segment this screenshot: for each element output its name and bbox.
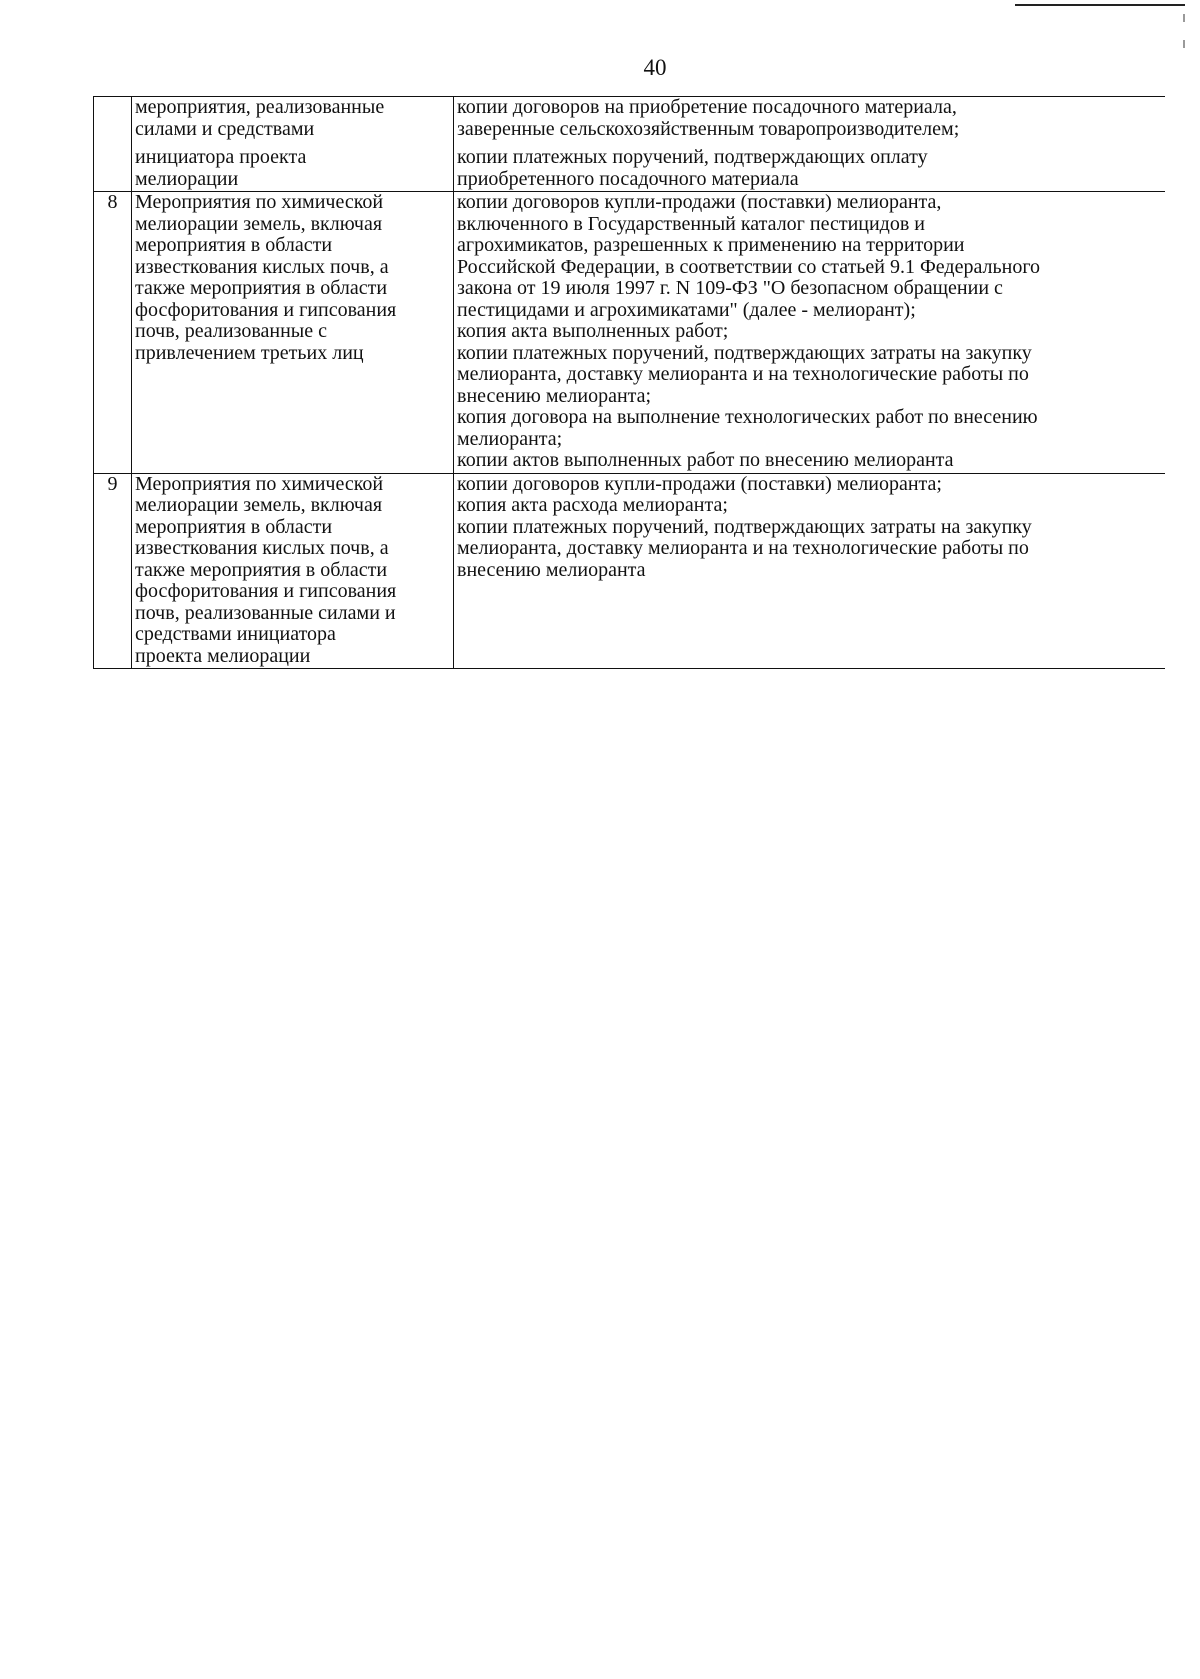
activity-line: мероприятия, реализованные (135, 96, 385, 118)
activity-line: средствами инициатора (135, 623, 336, 645)
documents-cell (454, 192, 1165, 474)
activity-line: также мероприятия в области (135, 558, 388, 581)
activity-line: мелиорации земель, включая (135, 212, 383, 235)
activity-line: почв, реализованные с (135, 320, 327, 342)
document-line: Российской Федерации, в соответствии со статьей 9.1 Федерального (457, 255, 1041, 278)
table-row (94, 473, 1165, 669)
document-line: копия акта выполненных работ; (457, 320, 729, 342)
document-line: копия договора на выполнение технологических работ по внесению (457, 406, 1038, 428)
document-line: включенного в Государственный каталог пестицидов и (457, 212, 926, 235)
document-line: закона от 19 июля 1997 г. N 109-ФЗ "О безопасном обращении с (457, 277, 1003, 299)
row-number-cell (94, 97, 132, 192)
document-line: агрохимикатов, разрешенных к применению на территории (457, 234, 965, 256)
activity-line: Мероприятия по химической (135, 191, 384, 213)
document-line: приобретенного посадочного материала (457, 167, 799, 190)
activity-line: мелиорации (135, 167, 239, 190)
document-line: внесению мелиоранта (457, 558, 646, 581)
document-line: копии договоров купли-продажи (поставки) мелиоранта; (457, 473, 942, 495)
activity-line: Мероприятия по химической (135, 472, 384, 495)
document-line: заверенные сельскохозяйственным товаропроизводителем; (457, 117, 960, 140)
row-number-cell: 9 (94, 473, 132, 669)
document-line: копии актов выполненных работ по внесению мелиоранта (457, 449, 954, 471)
document-line: копии платежных поручений, подтверждающих оплату (457, 146, 928, 168)
document-line: мелиоранта, доставку мелиоранта и на технологические работы по (457, 537, 1029, 559)
activity-line: также мероприятия в области (135, 277, 388, 299)
activity-line: мероприятия в области (135, 234, 333, 256)
document-line: копия акта расхода мелиоранта; (457, 494, 728, 516)
activity-line: силами и средствами (135, 117, 315, 140)
activity-line: фосфоритования и гипсования (135, 580, 397, 602)
documents-cell (454, 473, 1165, 669)
activity-line: привлечением третьих лиц (135, 341, 364, 364)
activity-cell (132, 97, 454, 192)
document-line: мелиоранта, доставку мелиоранта и на технологические работы по (457, 363, 1029, 385)
document-line: копии договоров купли-продажи (поставки) мелиоранта, (457, 191, 942, 213)
activity-line: известкования кислых почв, а (135, 537, 389, 559)
activity-line: почв, реализованные силами и (135, 601, 396, 624)
edge-scan-mark (1183, 40, 1185, 48)
document-line: копии платежных поручений, подтверждающих затраты на закупку (457, 515, 1032, 538)
activity-line: проекта мелиорации (135, 644, 311, 667)
document-line: копии платежных поручений, подтверждающих затраты на закупку (457, 341, 1032, 364)
activity-line: инициатора проекта (135, 146, 307, 168)
top-edge-rule (1015, 4, 1185, 6)
page-number: 40 (643, 55, 667, 80)
measures-documents-table (93, 96, 1165, 669)
row-number-cell: 8 (94, 192, 132, 474)
documents-cell (454, 97, 1165, 192)
activity-cell (132, 192, 454, 474)
activity-cell (132, 473, 454, 669)
document-line: копии договоров на приобретение посадочного материала, (457, 96, 957, 118)
document-line: мелиоранта; (457, 427, 563, 450)
edge-scan-mark (1183, 14, 1185, 22)
document-line: пестицидами и агрохимикатами" (далее - мелиорант); (457, 298, 916, 321)
activity-line: мелиорации земель, включая (135, 494, 383, 516)
document-line: внесению мелиоранта; (457, 384, 652, 407)
activity-line: мероприятия в области (135, 515, 333, 538)
activity-line: фосфоритования и гипсования (135, 298, 397, 321)
activity-line: известкования кислых почв, а (135, 255, 389, 278)
table-row (94, 97, 1165, 192)
table-row (94, 192, 1165, 474)
